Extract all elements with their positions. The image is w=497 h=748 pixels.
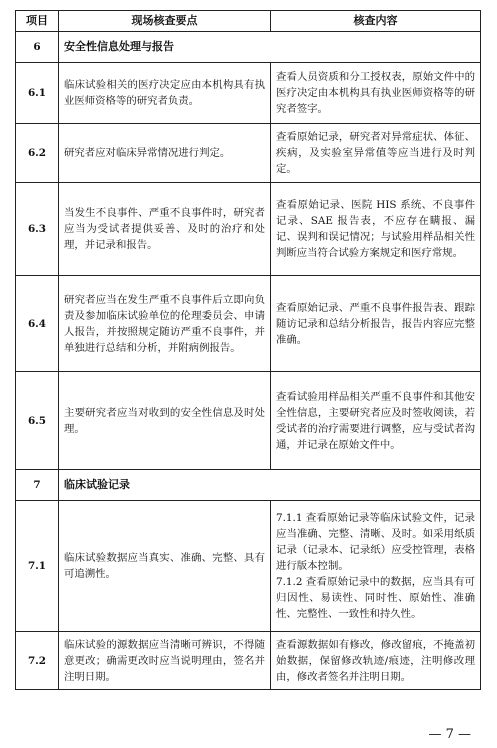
header-content: 核查内容	[271, 11, 481, 32]
row-content	[271, 124, 481, 183]
content-text: 查看原始记录、严重不良事件报告表、跟踪随访记录和总结分析报告，报告内容应完整准确。	[276, 301, 475, 346]
table-row	[16, 501, 481, 632]
row-number: 7.1	[16, 501, 59, 632]
table-row	[16, 63, 481, 124]
page-number: — 7 —	[428, 727, 471, 742]
content-text: 查看试验用样品相关严重不良事件和其他安全性信息，主要研究者应及时签收阅读，若受试者的治疗需要进行调整，应与受试者沟通，并记录在原始文件中。	[276, 390, 475, 451]
section-row	[16, 32, 481, 63]
content-text: 查看源数据如有修改，修改留痕，不掩盖初始数据，保留修改轨迹/痕迹，注明修改理由，修改者签名并注明日期。	[276, 638, 475, 683]
table-row	[16, 632, 481, 690]
row-number: 7.2	[16, 632, 59, 690]
row-content	[271, 632, 481, 690]
row-number: 6.4	[16, 276, 59, 372]
section-number: 6	[16, 32, 59, 63]
content-text: 查看原始记录，研究者对异常症状、体征、疾病，及实验室异常值等应当进行及时判定。	[276, 131, 475, 175]
header-item: 项目	[16, 11, 59, 32]
row-requirement: 研究者应当在发生严重不良事件后立即向负责及参加临床试验单位的伦理委员会、申请人报告，并按照规定随访严重不良事件，并单独进行总结和分析，并附病例报告。	[59, 276, 271, 372]
table-header-row	[16, 11, 481, 32]
row-number: 6.2	[16, 124, 59, 183]
row-content	[271, 372, 481, 470]
table-row	[16, 124, 481, 183]
section-title: 临床试验记录	[59, 470, 481, 501]
row-content	[271, 183, 481, 276]
row-content	[271, 276, 481, 372]
row-requirement: 临床试验的源数据应当清晰可辨识，不得随意更改；确需更改时应当说明理由，签名并注明日期。	[59, 632, 271, 690]
content-text: 查看人员资质和分工授权表，原始文件中的医疗决定由本机构具有执业医师资格等的研究者签字。	[276, 71, 475, 115]
content-text: 7.1.2 查看原始记录中的数据，应当具有可归因性、易读性、同时性、原始性、准确性、完整性、一致性和持久性。	[276, 576, 475, 620]
row-requirement: 临床试验相关的医疗决定应由本机构具有执业医师资格等的研究者负责。	[59, 63, 271, 124]
row-requirement: 当发生不良事件、严重不良事件时，研究者应当为受试者提供妥善、及时的治疗和处理，并记录和报告。	[59, 183, 271, 276]
content-text: 查看原始记录、医院 HIS 系统、不良事件记录、SAE 报告表，不应存在瞒报、漏记、误判和误记情况；与试验用样品相关性判断应当符合试验方案规定和医疗常规。	[276, 199, 475, 259]
content-text: 7.1.1 查看原始记录等临床试验文件，记录应当准确、完整、清晰、及时。如采用纸质记录（记录本、记录纸）应受控管理，表格进行版本控制。	[276, 512, 475, 572]
row-content	[271, 501, 481, 632]
table-row	[16, 276, 481, 372]
section-row	[16, 470, 481, 501]
header-points: 现场核查要点	[59, 11, 271, 32]
row-requirement: 临床试验数据应当真实、准确、完整、具有可追溯性。	[59, 501, 271, 632]
table-row	[16, 372, 481, 470]
section-title: 安全性信息处理与报告	[59, 32, 481, 63]
row-content	[271, 63, 481, 124]
row-requirement: 主要研究者应当对收到的安全性信息及时处理。	[59, 372, 271, 470]
inspection-table	[15, 10, 481, 690]
row-requirement: 研究者应对临床异常情况进行判定。	[59, 124, 271, 183]
table-row	[16, 183, 481, 276]
section-number: 7	[16, 470, 59, 501]
row-number: 6.5	[16, 372, 59, 470]
row-number: 6.1	[16, 63, 59, 124]
row-number: 6.3	[16, 183, 59, 276]
